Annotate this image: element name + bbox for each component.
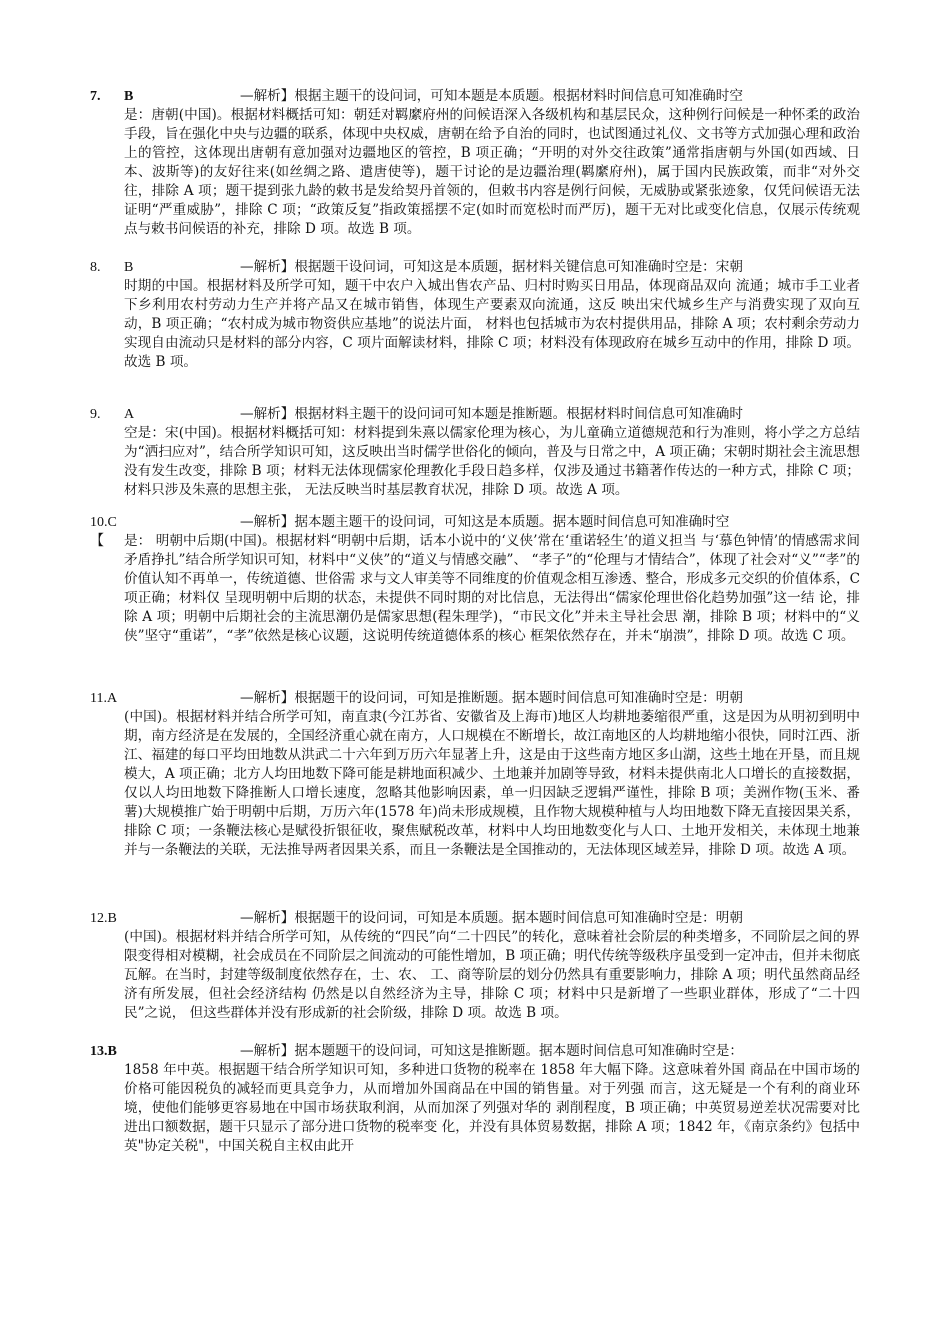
item-answer: B xyxy=(124,260,134,275)
item-explanation-body: 是：唐朝(中国)。根据材料概括可知：朝廷对羁縻府州的问候语深入各级机构和基层民众，这种例行问候是一种怀柔的政治手段，旨在强化中央与边疆的联系，体现中央权威，唐朝在给予自治的同时，也试图通过礼仪、文书等方式加强心理和政治上的管控，这体现出唐朝有意加强对边疆地区的管控，B 项正确；“开明的对外交往政策”通常指唐朝与外国(如西域、日本、波斯等)的友好往来(如丝绸之路、遣唐使等)，题干讨论的是边疆治理(羁縻府州)，属于国内民族政策，而非“对外交往，排除 A 项；题干提到张九龄的敕书是发给契丹首领的，但敕书内容是例行问候，无威胁或紧张迹象，仅凭问候语无法证明“严重威胁”，排除 C 项；“政策反复”指政策摇摆不定(如时而宽松时而严厉)，题干无对比或变化信息，仅展示传统观点与敕书问候语的补充，排除 D 项。故选 B 项。 xyxy=(124,107,860,237)
item-explanation-head: —解析】根据主题干的设问词，可知本题是本质题。根据材料时间信息可知准确时空 xyxy=(240,88,743,104)
item-explanation-body: 是： 明朝中后期(中国)。根据材料“明朝中后期，话本小说中的‘义侠’常在‘重诺轻生’的道义担当 与‘慕色钟情’的情感需求间矛盾挣扎”结合所学知识可知，材料中“义侠”的“道义与情感交融”、 “孝子”的“伦理与才情结合”，体现了社会对“义”“孝”的价值认知不再单一，传统道德、世俗需 求与文人审美等不同维度的价值观念相互渗透、整合，形成多元交织的价值体系，C 项正确；材料仅 呈现明朝中后期的状态，未提供不同时期的对比信息，无法得出“儒家伦理世俗化趋势加强”这一结 论，排除 A 项；明朝中后期社会的主流思潮仍是儒家思想(程朱理学)，“市民文化”并未主导社会思 潮，排除 B 项；材料中的“义侠”坚守“重诺”，“孝”依然是核心议题，这说明传统道德体系的核心 框架依然存在，并未“崩溃”，排除 D 项。故选 C 项。 xyxy=(124,533,860,644)
item-explanation-head: —解析】根据题干的设问词，可知是本质题。据本题时间信息可知准确时空是：明朝 xyxy=(240,910,743,926)
item-explanation-body: 空是：宋(中国)。根据材料概括可知：材料提到朱熹以儒家伦理为核心，为儿童确立道德规范和行为准则，将小学之方总结为“洒扫应对”，结合所学知识可知，这反映出当时儒学世俗化的倾向，普及与日常之中，A 项正确；宋朝时期社会主流思想没有发生改变，排除 B 项；材料无法体现儒家伦理教化手段日趋多样，仅涉及通过书籍著作传达的一种方式，排除 C 项；材料只涉及朱熹的思想主张， 无法反映当时基层教育状况，排除 D 项。故选 A 项。 xyxy=(124,425,860,498)
item-explanation-body: 时期的中国。根据材料及所学可知，题干中农户入城出售农产品、归村时购买日用品，体现商品双向 流通；城市手工业者下乡利用农村劳动力生产并将产品又在城市销售，体现生产要素双向流通，这反 映出宋代城乡生产与消费实现了双向互动，B 项正确；“农村成为城市物资供应基地”的说法片面， 材料也包括城市为农村提供用品，排除 A 项；农村剩余劳动力实现自由流动只是材料的部分内容，C 项片面解读材料，排除 C 项；材料没有体现政府在城乡互动中的作用，排除 D 项。故选 B 项。 xyxy=(124,278,860,370)
item-explanation-body: 1858 年中英。根据题干结合所学知识可知，多种进口货物的税率在 1858 年大幅下降。这意味着外国 商品在中国市场的价格可能因税负的减轻而更具竞争力，从而增加外国商品在中国的销售量。对于列强 而言，这无疑是一个有利的商业环境，使他们能够更容易地在中国市场获取利润，从而加深了列强对华的 剥削程度，B 项正确；中英贸易逆差状况需要对比进出口额数据，题干只显示了部分进口货物的税率变 化，并没有具体贸易数据，排除 A 项；1842 年，《南京条约》包括中英"协定关税"，中国关税自主权由此开 xyxy=(124,1062,860,1154)
item-number: 12.B xyxy=(90,911,117,926)
item-explanation-body: (中国)。根据材料并结合所学可知，从传统的“四民”向“二十四民”的转化，意味着社会阶层的种类增多，不同阶层之间的界限变得相对模糊，社会成员在不同阶层之间流动的可能性增加，B 项正确；明代传统等级秩序虽受到一定冲击，但并未彻底瓦解。在当时，封建等级制度依然存在，士、农、 工、商等阶层的划分仍然具有重要影响力，排除 A 项；明代虽然商品经济有所发展，但社会经济结构 仍然是以自然经济为主导，排除 C 项；材料中只是新增了一些职业群体，形成了“二十四民”之说， 但这些群体并没有形成新的社会阶级，排除 D 项。故选 B 项。 xyxy=(124,929,860,1021)
item-number: 7. xyxy=(90,89,101,104)
item-explanation-head: —解析】根据题干的设问词，可知是推断题。据本题时间信息可知准确时空是：明朝 xyxy=(240,690,743,706)
item-number: 8. xyxy=(90,260,101,275)
item-explanation-head: —解析】根据题干设问词，可知这是本质题，据材料关键信息可知准确时空是：宋朝 xyxy=(240,259,743,275)
item-answer: B xyxy=(124,89,134,104)
item-explanation-head: —解析】据本题主题干的设问词，可知这是本质题。据本题时间信息可知准确时空 xyxy=(240,514,730,530)
item-number: 9. xyxy=(90,407,101,422)
item-number: 13.B xyxy=(90,1044,117,1059)
item-number: 10.C【 xyxy=(90,515,117,549)
item-explanation-head: —解析】根据材料主题干的设问词可知本题是推断题。根据材料时间信息可知准确时 xyxy=(240,406,743,422)
item-explanation-head: —解析】据本题题干的设问词，可知这是推断题。据本题时间信息可知准确时空是： xyxy=(240,1043,743,1059)
item-answer: A xyxy=(124,407,135,422)
item-explanation-body: (中国)。根据材料并结合所学可知，南直隶(今江苏省、安徽省及上海市)地区人均耕地萎缩很严重，这是因为从明初到明中期，南方经济是在发展的，全国经济重心就在南方，人口规模在不断增长，故江南地区的人均耕地缩小很快，同时江西、浙江、福建的每口平均田地数从洪武二十六年到万历六年显著上升，这是由于这些南方地区多山湖，这些土地在开垦，而且规模大，A 项正确；北方人均田地数下降可能是耕地面积减少、土地兼并加剧等导致，材料未提供南北人口增长的直接数据，仅以人均田地数下降推断人口增长速度，忽略其他影响因素，单一归因缺乏逻辑严谨性，排除 B 项；美洲作物(玉米、番薯)大规模推广始于明朝中后期，万历六年(1578 年)尚未形成规模，且作物大规模种植与人均田地数下降无直接因果关系，排除 C 项；一条鞭法核心是赋役折银征收，聚焦赋税改革，材料中人均田地数变化与人口、土地开发相关，未体现土地兼并与一条鞭法的关联，无法推导两者因果关系，而且一条鞭法是全国推动的，无法体现区域差异，排除 D 项。故选 A 项。 xyxy=(124,709,860,858)
item-number: 11.A xyxy=(90,691,118,706)
